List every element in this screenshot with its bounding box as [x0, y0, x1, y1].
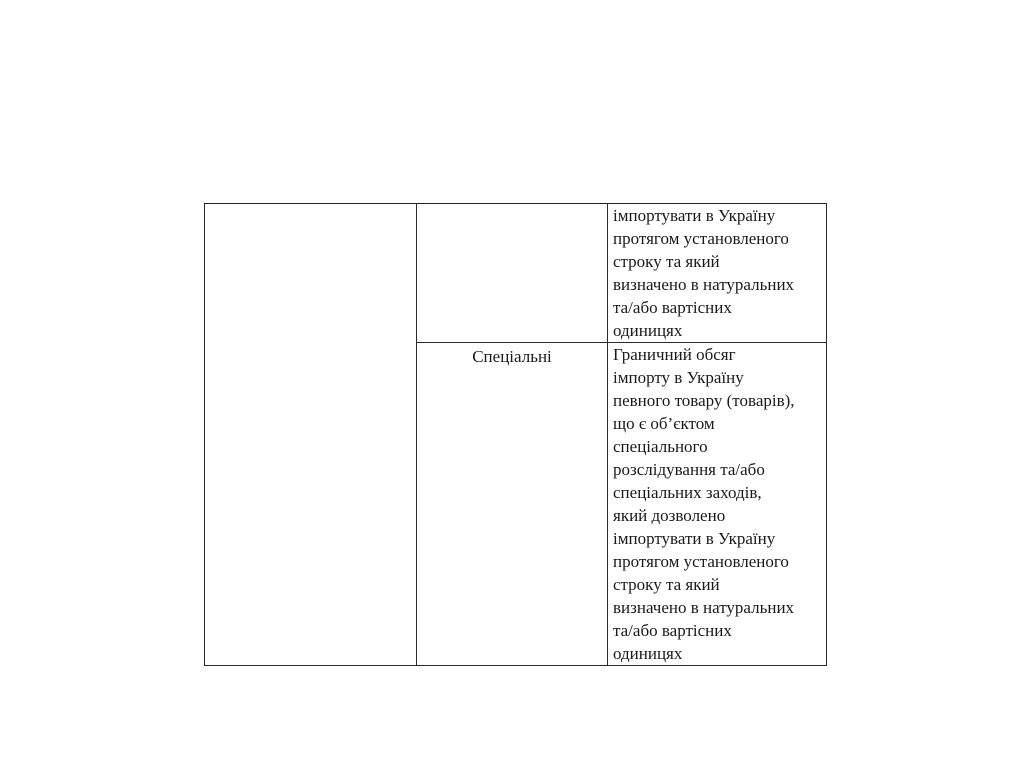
- description-line: розслідування та/або: [613, 460, 765, 479]
- description-line: строку та який: [613, 252, 720, 271]
- description-line: протягом установленого: [613, 229, 789, 248]
- table-row: [205, 204, 827, 343]
- quota-table: [204, 203, 827, 666]
- description-text: [608, 204, 826, 342]
- description-line: визначено в натуральних: [613, 275, 795, 294]
- type-text: [417, 204, 607, 206]
- description-line: строку та який: [613, 575, 720, 594]
- type-cell: [417, 204, 608, 343]
- description-line: імпортувати в Україну: [613, 206, 776, 225]
- description-line: Граничний обсяг: [613, 345, 736, 364]
- description-text: [608, 343, 826, 665]
- description-cell: [608, 343, 827, 666]
- description-line: певного товару (товарів),: [613, 391, 795, 410]
- description-line: імпорту в Україну: [613, 368, 744, 387]
- category-cell: [205, 204, 417, 666]
- description-line: який дозволено: [613, 506, 726, 525]
- description-line: визначено в натуральних: [613, 598, 795, 617]
- description-line: спеціального: [613, 437, 708, 456]
- description-line: що є об’єктом: [613, 414, 715, 433]
- description-line: імпортувати в Україну: [613, 529, 776, 548]
- type-cell: [417, 343, 608, 666]
- type-text: Спеціальні: [472, 347, 552, 366]
- description-line: протягом установленого: [613, 552, 789, 571]
- description-cell: [608, 204, 827, 343]
- description-line: одиницях: [613, 644, 683, 663]
- description-line: спеціальних заходів,: [613, 483, 762, 502]
- description-line: одиницях: [613, 321, 683, 340]
- description-line: та/або вартісних: [613, 621, 732, 640]
- description-line: та/або вартісних: [613, 298, 732, 317]
